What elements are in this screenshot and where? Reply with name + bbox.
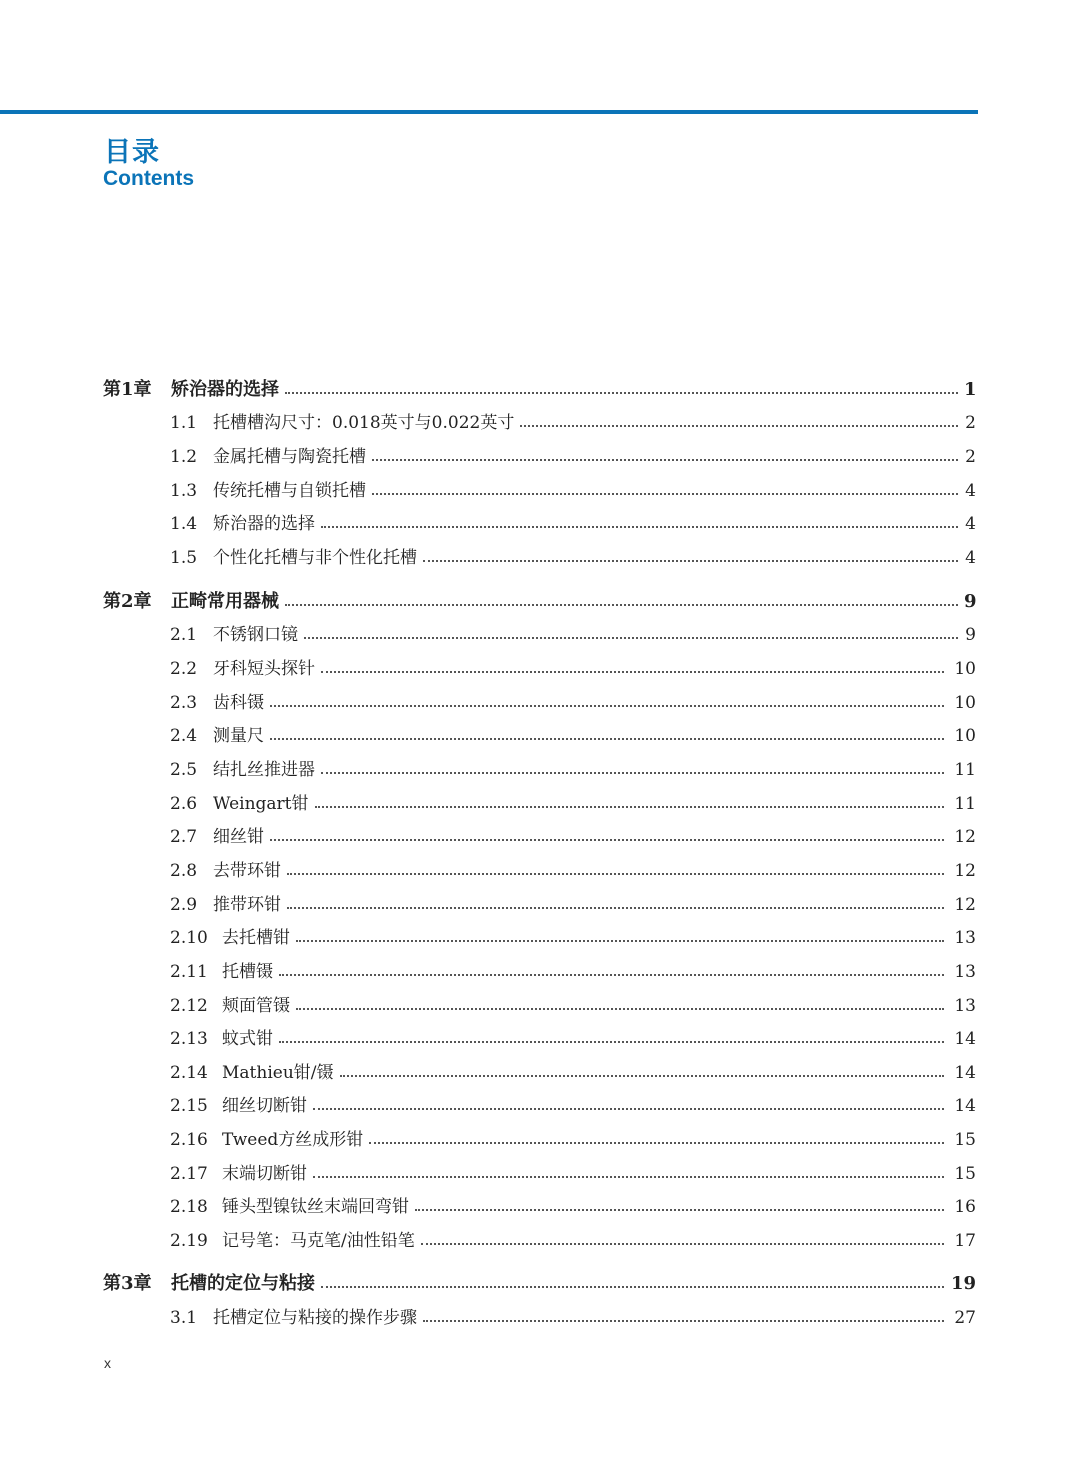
toc-section-entry[interactable] xyxy=(170,822,976,852)
toc-section-entry[interactable] xyxy=(170,890,976,920)
toc-entry-title: 细丝钳 xyxy=(213,827,264,847)
toc-entry-number: 1.2 xyxy=(170,447,198,467)
header-rule xyxy=(0,110,978,114)
toc-entry-number: 2.4 xyxy=(170,726,198,746)
toc-entry-number: 2.9 xyxy=(170,895,198,915)
toc-entry-page: 15 xyxy=(954,1130,976,1150)
toc-section-entry[interactable] xyxy=(170,991,976,1021)
dot-leader xyxy=(313,1159,944,1189)
toc-entry-page: 10 xyxy=(954,693,976,713)
page-title-en: Contents xyxy=(103,167,194,190)
toc-section-entry[interactable] xyxy=(170,1024,976,1054)
toc-entry-title: 矫治器的选择 xyxy=(171,379,279,400)
toc-entry-page: 16 xyxy=(954,1197,976,1217)
dot-leader xyxy=(340,1058,945,1088)
toc-entry-title: Mathieu钳/镊 xyxy=(222,1063,334,1083)
toc-entry-number: 2.1 xyxy=(170,625,198,645)
toc-section-entry[interactable] xyxy=(170,543,976,573)
toc-entry-number: 2.15 xyxy=(170,1096,208,1116)
toc-entry-title: 齿科镊 xyxy=(213,693,264,713)
toc-section-entry[interactable] xyxy=(170,755,976,785)
toc-entry-page: 2 xyxy=(965,413,976,433)
toc-section-entry[interactable] xyxy=(170,923,976,953)
dot-leader xyxy=(372,476,958,506)
toc-chapter-entry[interactable] xyxy=(103,375,976,405)
dot-leader xyxy=(369,1125,944,1155)
page-number-footer: x xyxy=(104,1355,111,1371)
dot-leader xyxy=(321,1269,944,1299)
toc-entry-number: 第3章 xyxy=(103,1273,152,1294)
toc-entry-page: 19 xyxy=(950,1273,976,1294)
toc-entry-page: 12 xyxy=(954,861,976,881)
toc-entry-page: 9 xyxy=(965,625,976,645)
toc-entry-page: 12 xyxy=(954,895,976,915)
dot-leader xyxy=(313,1091,944,1121)
toc-entry-page: 14 xyxy=(954,1096,976,1116)
toc-entry-title: 托槽镊 xyxy=(222,962,273,982)
dot-leader xyxy=(321,755,944,785)
dot-leader xyxy=(321,654,944,684)
toc-entry-page: 12 xyxy=(954,827,976,847)
toc-section-entry[interactable] xyxy=(170,1125,976,1155)
toc-entry-page: 13 xyxy=(954,928,976,948)
toc-entry-number: 1.4 xyxy=(170,514,198,534)
dot-leader xyxy=(285,375,958,405)
toc-entry-page: 17 xyxy=(954,1231,976,1251)
toc-entry-number: 第2章 xyxy=(103,591,152,612)
toc-section-entry[interactable] xyxy=(170,1303,976,1333)
toc-entry-title: 测量尺 xyxy=(213,726,264,746)
toc-entry-page: 13 xyxy=(954,996,976,1016)
dot-leader xyxy=(520,408,958,438)
toc-entry-title: 托槽定位与粘接的操作步骤 xyxy=(213,1308,417,1328)
dot-leader xyxy=(372,442,958,472)
page-title-cn: 目录 xyxy=(104,137,160,168)
dot-leader xyxy=(423,1303,944,1333)
dot-leader xyxy=(315,789,944,819)
toc-section-entry[interactable] xyxy=(170,1058,976,1088)
dot-leader xyxy=(270,822,944,852)
toc-section-entry[interactable] xyxy=(170,957,976,987)
toc-entry-title: 不锈钢口镜 xyxy=(213,625,298,645)
dot-leader xyxy=(287,890,944,920)
toc-entry-number: 1.5 xyxy=(170,548,198,568)
toc-entry-title: 正畸常用器械 xyxy=(171,591,279,612)
toc-entry-page: 4 xyxy=(965,548,976,568)
toc-section-entry[interactable] xyxy=(170,654,976,684)
toc-entry-title: 结扎丝推进器 xyxy=(213,760,315,780)
toc-entry-number: 2.8 xyxy=(170,861,198,881)
toc-entry-title: 托槽的定位与粘接 xyxy=(171,1273,315,1294)
toc-entry-page: 27 xyxy=(954,1308,976,1328)
toc-section-entry[interactable] xyxy=(170,721,976,751)
dot-leader xyxy=(279,957,944,987)
toc-section-entry[interactable] xyxy=(170,509,976,539)
toc-entry-title: 颊面管镊 xyxy=(222,996,290,1016)
toc-entry-number: 2.11 xyxy=(170,962,208,982)
toc-entry-page: 10 xyxy=(954,726,976,746)
dot-leader xyxy=(287,856,944,886)
toc-entry-title: 托槽槽沟尺寸：0.018英寸与0.022英寸 xyxy=(213,413,515,433)
dot-leader xyxy=(304,620,958,650)
toc-entry-page: 11 xyxy=(954,794,976,814)
dot-leader xyxy=(270,688,944,718)
toc-entry-title: 去托槽钳 xyxy=(222,928,290,948)
toc-entry-title: 金属托槽与陶瓷托槽 xyxy=(213,447,366,467)
toc-entry-number: 2.13 xyxy=(170,1029,208,1049)
toc-section-entry[interactable] xyxy=(170,1091,976,1121)
dot-leader xyxy=(285,587,958,617)
toc-entry-page: 14 xyxy=(954,1063,976,1083)
dot-leader xyxy=(421,1226,944,1256)
toc-entry-number: 2.10 xyxy=(170,928,208,948)
toc-entry-page: 9 xyxy=(964,591,977,612)
toc-entry-number: 2.18 xyxy=(170,1197,208,1217)
dot-leader xyxy=(296,991,944,1021)
toc-entry-title: 记号笔：马克笔/油性铅笔 xyxy=(222,1231,415,1251)
toc-entry-title: Tweed方丝成形钳 xyxy=(222,1130,364,1150)
toc-entry-page: 11 xyxy=(954,760,976,780)
toc-section-entry[interactable] xyxy=(170,789,976,819)
toc-entry-page: 1 xyxy=(964,379,977,400)
toc-entry-title: Weingart钳 xyxy=(213,794,309,814)
toc-entry-title: 去带环钳 xyxy=(213,861,281,881)
toc-entry-page: 4 xyxy=(965,514,976,534)
toc-entry-number: 2.17 xyxy=(170,1164,208,1184)
toc-entry-page: 2 xyxy=(965,447,976,467)
toc-entry-page: 15 xyxy=(954,1164,976,1184)
toc-entry-title: 个性化托槽与非个性化托槽 xyxy=(213,548,417,568)
toc-entry-number: 2.6 xyxy=(170,794,198,814)
toc-entry-title: 锤头型镍钛丝末端回弯钳 xyxy=(222,1197,409,1217)
toc-entry-number: 2.12 xyxy=(170,996,208,1016)
toc-section-entry[interactable] xyxy=(170,620,976,650)
toc-section-entry[interactable] xyxy=(170,688,976,718)
toc-entry-number: 1.1 xyxy=(170,413,198,433)
toc-chapter-entry[interactable] xyxy=(103,1269,976,1299)
dot-leader xyxy=(415,1192,944,1222)
toc-section-entry[interactable] xyxy=(170,1192,976,1222)
toc-entry-title: 推带环钳 xyxy=(213,895,281,915)
toc-entry-title: 牙科短头探针 xyxy=(213,659,315,679)
toc-entry-title: 传统托槽与自锁托槽 xyxy=(213,481,366,501)
toc-entry-number: 1.3 xyxy=(170,481,198,501)
toc-entry-number: 2.5 xyxy=(170,760,198,780)
toc-entry-title: 末端切断钳 xyxy=(222,1164,307,1184)
dot-leader xyxy=(296,923,944,953)
toc-entry-number: 2.3 xyxy=(170,693,198,713)
toc-section-entry[interactable] xyxy=(170,476,976,506)
dot-leader xyxy=(270,721,944,751)
toc-entry-number: 2.7 xyxy=(170,827,198,847)
toc-entry-number: 第1章 xyxy=(103,379,152,400)
dot-leader xyxy=(321,509,958,539)
toc-section-entry[interactable] xyxy=(170,856,976,886)
toc-section-entry[interactable] xyxy=(170,408,976,438)
toc-entry-title: 蚊式钳 xyxy=(222,1029,273,1049)
toc-entry-number: 2.14 xyxy=(170,1063,208,1083)
toc-section-entry[interactable] xyxy=(170,442,976,472)
dot-leader xyxy=(423,543,958,573)
dot-leader xyxy=(279,1024,944,1054)
toc-section-entry[interactable] xyxy=(170,1226,976,1256)
toc-entry-title: 矫治器的选择 xyxy=(213,514,315,534)
toc-entry-page: 14 xyxy=(954,1029,976,1049)
toc-entry-page: 10 xyxy=(954,659,976,679)
toc-entry-number: 2.2 xyxy=(170,659,198,679)
toc-entry-number: 3.1 xyxy=(170,1308,198,1328)
toc-entry-page: 13 xyxy=(954,962,976,982)
toc-entry-title: 细丝切断钳 xyxy=(222,1096,307,1116)
toc-section-entry[interactable] xyxy=(170,1159,976,1189)
toc-chapter-entry[interactable] xyxy=(103,587,976,617)
toc-entry-number: 2.19 xyxy=(170,1231,208,1251)
toc-entry-number: 2.16 xyxy=(170,1130,208,1150)
toc-entry-page: 4 xyxy=(965,481,976,501)
